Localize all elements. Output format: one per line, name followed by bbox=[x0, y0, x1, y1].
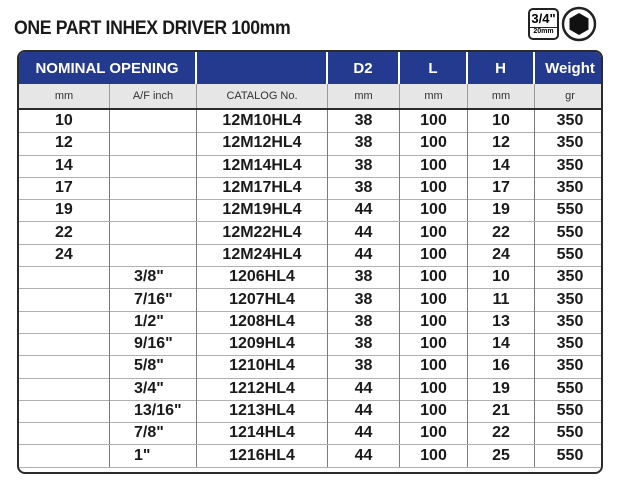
cell-h: 21 bbox=[468, 400, 535, 422]
cell-d2: 44 bbox=[328, 378, 400, 400]
page-title: ONE PART INHEX DRIVER 100mm bbox=[14, 18, 291, 39]
cell-catalog: 1207HL4 bbox=[197, 288, 328, 310]
table-row bbox=[19, 244, 603, 267]
cell-h: 17 bbox=[468, 177, 535, 199]
cell-h: 10 bbox=[468, 110, 535, 132]
cell-weight: 550 bbox=[556, 446, 584, 464]
cell-d2: 44 bbox=[328, 222, 400, 244]
cell-l: 100 bbox=[400, 378, 468, 400]
cell-af-inch bbox=[110, 244, 197, 266]
cell-catalog: 12M19HL4 bbox=[197, 199, 328, 221]
cell-h: 22 bbox=[468, 422, 535, 444]
cell-af-inch: 7/16" bbox=[110, 288, 197, 310]
cell-af-inch: 13/16" bbox=[110, 400, 197, 422]
cell-catalog: 1209HL4 bbox=[197, 333, 328, 355]
cell-weight: 350 bbox=[556, 290, 584, 308]
cell-mm bbox=[19, 288, 110, 310]
table-row bbox=[19, 400, 603, 423]
cell-h: 12 bbox=[468, 132, 535, 154]
cell-h: 19 bbox=[468, 378, 535, 400]
cell-h: 10 bbox=[468, 266, 535, 288]
cell-weight: 350 bbox=[556, 179, 584, 197]
cell-l: 100 bbox=[400, 288, 468, 310]
cell-af-inch bbox=[110, 110, 197, 132]
table-row bbox=[19, 422, 603, 445]
cell-mm bbox=[19, 400, 110, 422]
header-h: H bbox=[468, 52, 535, 84]
cell-weight: 550 bbox=[556, 201, 584, 219]
cell-d2: 38 bbox=[328, 355, 400, 377]
cell-af-inch: 3/4" bbox=[110, 378, 197, 400]
header-catalog-blank bbox=[197, 52, 328, 84]
cell-af-inch: 1/2" bbox=[110, 311, 197, 333]
cell-mm: 24 bbox=[19, 244, 110, 266]
cell-l: 100 bbox=[400, 445, 468, 467]
cell-d2: 44 bbox=[328, 244, 400, 266]
cell-h: 25 bbox=[468, 445, 535, 467]
cell-d2: 44 bbox=[328, 400, 400, 422]
table-row bbox=[19, 378, 603, 401]
cell-weight: 550 bbox=[556, 245, 584, 263]
table-row bbox=[19, 445, 603, 468]
cell-h: 11 bbox=[468, 288, 535, 310]
cell-h: 24 bbox=[468, 244, 535, 266]
cell-d2: 38 bbox=[328, 132, 400, 154]
cell-weight: 350 bbox=[556, 312, 584, 330]
cell-mm: 17 bbox=[19, 177, 110, 199]
cell-l: 100 bbox=[400, 355, 468, 377]
subheader-af-inch: A/F inch bbox=[110, 84, 197, 108]
cell-l: 100 bbox=[400, 311, 468, 333]
subheader-mm: mm bbox=[19, 84, 110, 108]
cell-catalog: 12M14HL4 bbox=[197, 155, 328, 177]
table-row bbox=[19, 155, 603, 178]
cell-l: 100 bbox=[400, 400, 468, 422]
cell-l: 100 bbox=[400, 177, 468, 199]
drive-fraction-badge bbox=[528, 8, 559, 40]
table-row bbox=[19, 110, 603, 133]
cell-catalog: 12M24HL4 bbox=[197, 244, 328, 266]
cell-l: 100 bbox=[400, 266, 468, 288]
table-row bbox=[19, 177, 603, 200]
cell-catalog: 1206HL4 bbox=[197, 266, 328, 288]
cell-catalog: 1214HL4 bbox=[197, 422, 328, 444]
cell-l: 100 bbox=[400, 244, 468, 266]
cell-l: 100 bbox=[400, 132, 468, 154]
cell-weight: 550 bbox=[556, 402, 584, 420]
table-row bbox=[19, 288, 603, 311]
cell-d2: 38 bbox=[328, 266, 400, 288]
cell-catalog: 12M10HL4 bbox=[197, 110, 328, 132]
cell-weight: 350 bbox=[556, 335, 584, 353]
cell-h: 22 bbox=[468, 222, 535, 244]
cell-mm bbox=[19, 311, 110, 333]
cell-mm: 10 bbox=[19, 110, 110, 132]
subheader-d2-unit: mm bbox=[328, 84, 400, 108]
spec-table bbox=[17, 50, 603, 474]
cell-weight: 550 bbox=[556, 424, 584, 442]
cell-catalog: 1216HL4 bbox=[197, 445, 328, 467]
cell-af-inch: 7/8" bbox=[110, 422, 197, 444]
cell-catalog: 12M12HL4 bbox=[197, 132, 328, 154]
cell-l: 100 bbox=[400, 199, 468, 221]
cell-mm bbox=[19, 445, 110, 467]
cell-catalog: 12M22HL4 bbox=[197, 222, 328, 244]
cell-weight: 350 bbox=[556, 357, 584, 375]
cell-weight: 350 bbox=[556, 156, 584, 174]
cell-catalog: 1210HL4 bbox=[197, 355, 328, 377]
cell-l: 100 bbox=[400, 422, 468, 444]
table-row bbox=[19, 132, 603, 155]
drive-size-mm: 20mm bbox=[530, 27, 557, 35]
subheader-weight-unit: gr bbox=[565, 90, 575, 102]
cell-mm bbox=[19, 266, 110, 288]
cell-af-inch bbox=[110, 177, 197, 199]
cell-weight: 350 bbox=[556, 134, 584, 152]
cell-d2: 38 bbox=[328, 288, 400, 310]
header-weight: Weight bbox=[545, 59, 595, 77]
cell-d2: 44 bbox=[328, 422, 400, 444]
cell-l: 100 bbox=[400, 333, 468, 355]
subheader-h-unit: mm bbox=[468, 84, 535, 108]
cell-af-inch: 9/16" bbox=[110, 333, 197, 355]
cell-mm bbox=[19, 333, 110, 355]
cell-mm bbox=[19, 378, 110, 400]
cell-weight: 350 bbox=[556, 112, 584, 130]
cell-catalog: 1212HL4 bbox=[197, 378, 328, 400]
cell-mm: 19 bbox=[19, 199, 110, 221]
hex-socket-icon bbox=[561, 6, 597, 42]
cell-af-inch bbox=[110, 155, 197, 177]
cell-h: 16 bbox=[468, 355, 535, 377]
cell-mm: 12 bbox=[19, 132, 110, 154]
cell-weight: 350 bbox=[556, 268, 584, 286]
table-row bbox=[19, 222, 603, 245]
cell-h: 19 bbox=[468, 199, 535, 221]
cell-af-inch: 3/8" bbox=[110, 266, 197, 288]
header-d2: D2 bbox=[328, 52, 400, 84]
cell-catalog: 12M17HL4 bbox=[197, 177, 328, 199]
cell-mm bbox=[19, 355, 110, 377]
cell-catalog: 1208HL4 bbox=[197, 311, 328, 333]
cell-af-inch bbox=[110, 132, 197, 154]
cell-l: 100 bbox=[400, 155, 468, 177]
cell-h: 13 bbox=[468, 311, 535, 333]
cell-d2: 38 bbox=[328, 177, 400, 199]
table-row bbox=[19, 199, 603, 222]
table-row bbox=[19, 355, 603, 378]
cell-l: 100 bbox=[400, 110, 468, 132]
table-row bbox=[19, 266, 603, 289]
table-subheader bbox=[19, 84, 603, 108]
subheader-catalog: CATALOG No. bbox=[197, 84, 328, 108]
cell-l: 100 bbox=[400, 222, 468, 244]
cell-d2: 38 bbox=[328, 155, 400, 177]
cell-weight: 550 bbox=[556, 379, 584, 397]
table-row bbox=[19, 311, 603, 334]
cell-af-inch: 1" bbox=[110, 445, 197, 467]
cell-mm: 14 bbox=[19, 155, 110, 177]
table-header bbox=[19, 52, 603, 84]
cell-mm bbox=[19, 422, 110, 444]
cell-d2: 38 bbox=[328, 110, 400, 132]
header-nominal-opening: NOMINAL OPENING bbox=[19, 52, 197, 84]
drive-fraction: 3/4" bbox=[531, 11, 556, 26]
cell-af-inch: 5/8" bbox=[110, 355, 197, 377]
cell-h: 14 bbox=[468, 155, 535, 177]
subheader-l-unit: mm bbox=[400, 84, 468, 108]
cell-af-inch bbox=[110, 199, 197, 221]
cell-mm: 22 bbox=[19, 222, 110, 244]
cell-weight: 550 bbox=[556, 223, 584, 241]
cell-catalog: 1213HL4 bbox=[197, 400, 328, 422]
drive-size-badge bbox=[528, 6, 597, 42]
header-l: L bbox=[400, 52, 468, 84]
cell-d2: 44 bbox=[328, 445, 400, 467]
cell-d2: 38 bbox=[328, 311, 400, 333]
cell-d2: 38 bbox=[328, 333, 400, 355]
table-row bbox=[19, 333, 603, 356]
cell-h: 14 bbox=[468, 333, 535, 355]
cell-af-inch bbox=[110, 222, 197, 244]
cell-d2: 44 bbox=[328, 199, 400, 221]
